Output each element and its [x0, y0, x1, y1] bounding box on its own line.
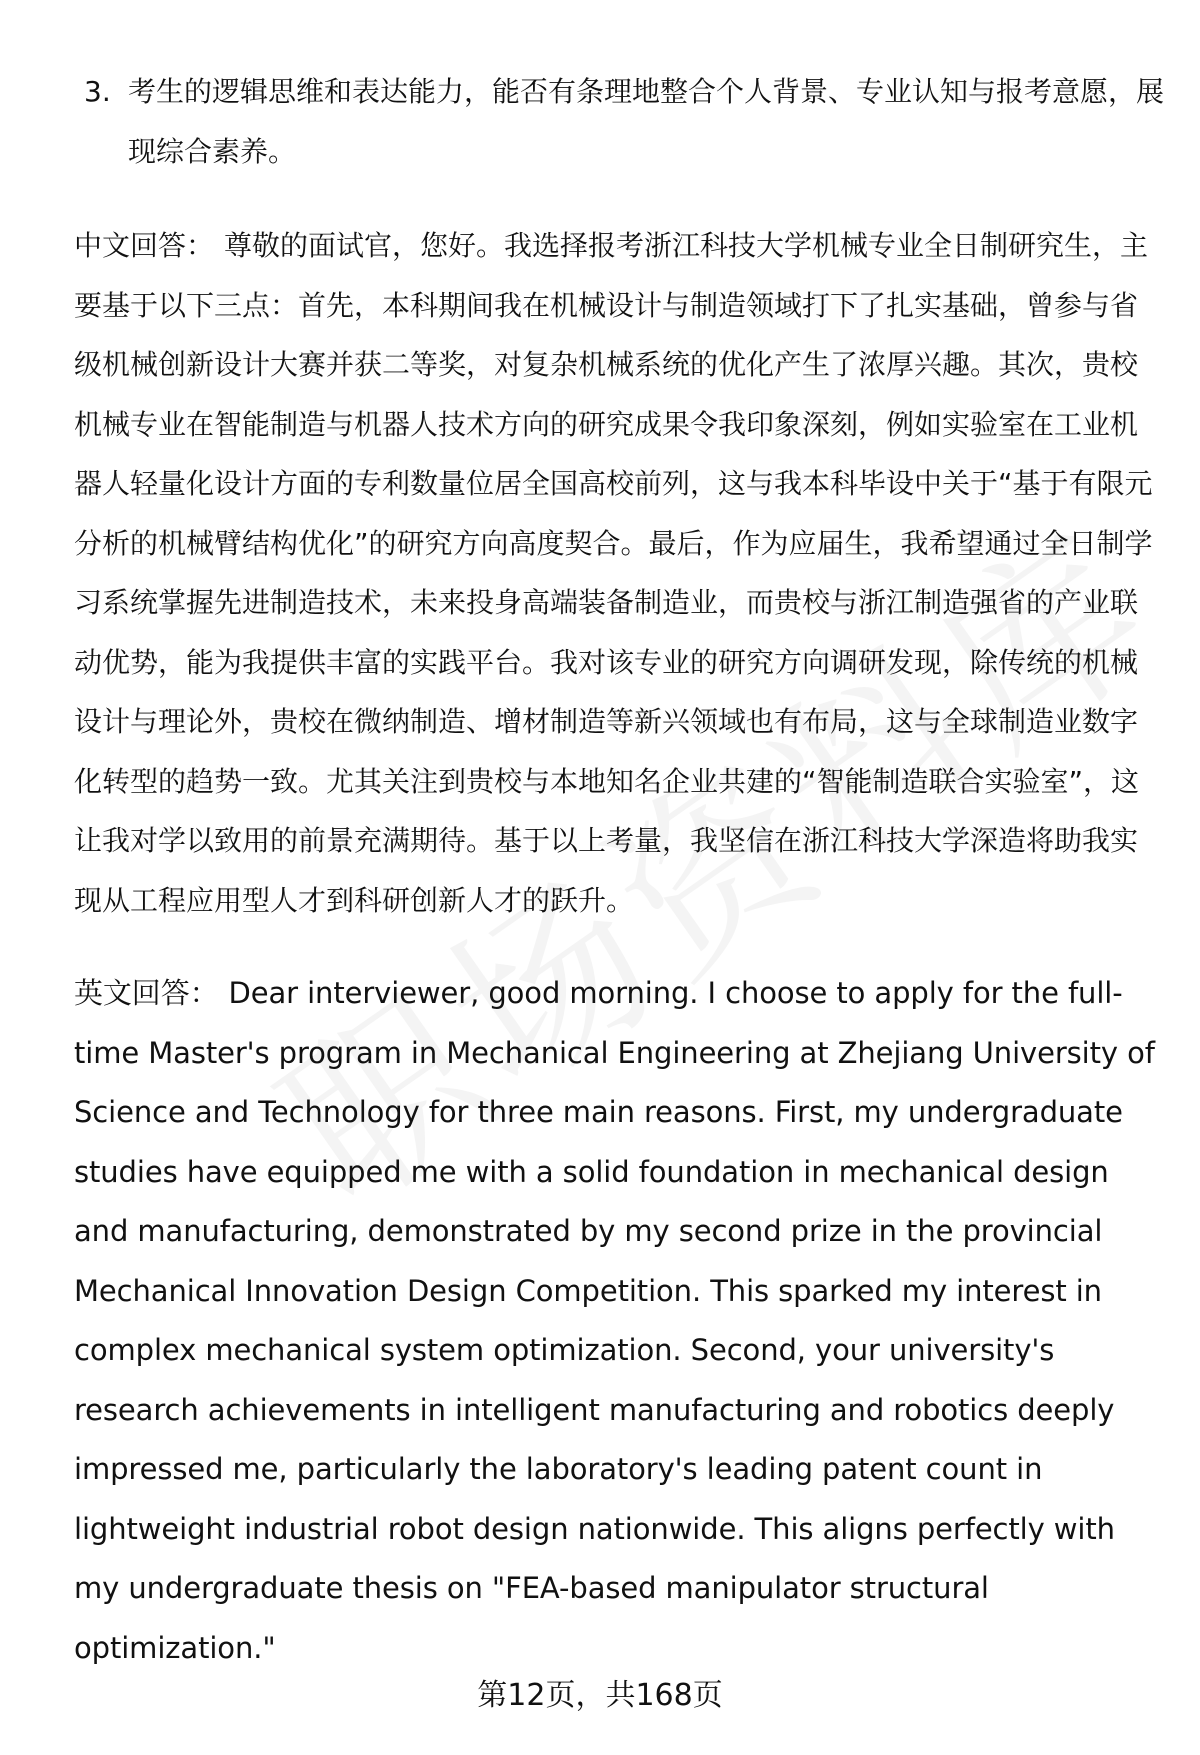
- english-answer-label: 英文回答：: [74, 976, 219, 1010]
- list-item: [74, 62, 1164, 182]
- document-page: [74, 62, 1164, 1678]
- list-item-text: 考生的逻辑思维和表达能力，能否有条理地整合个人背景、专业认知与报考意愿，展现综合素养。: [128, 75, 1165, 168]
- english-answer-text: Dear interviewer, good morning. I choose to apply for the full-time Master's program in Mechanical Engineering at Zhejiang University of Science and Technology for three main reasons. First, my undergraduate studies have equipped me with a solid foundation in mechanical design and manufacturing, demonstrated by my second prize in the provincial Mechanical Innovation Design Competition. This sparked my interest in complex mechanical system optimization. Second, your university's research achievements in intelligent manufacturing and robotics deeply impressed me, particularly the laboratory's leading patent count in lightweight industrial robot design nationwide. This aligns perfectly with my undergraduate thesis on "FEA-based manipulator structural optimization.": [74, 976, 1155, 1665]
- chinese-answer-label: 中文回答：: [74, 229, 215, 262]
- chinese-answer-paragraph: [74, 216, 1164, 930]
- english-answer-paragraph: [74, 964, 1164, 1678]
- page-indicator: 第12页，共168页: [477, 1678, 723, 1713]
- list-item-number: 3.: [84, 75, 111, 108]
- chinese-answer-text: 尊敬的面试官，您好。我选择报考浙江科技大学机械专业全日制研究生，主要基于以下三点：首先，本科期间我在机械设计与制造领域打下了扎实基础，曾参与省级机械创新设计大赛并获二等奖，对复杂机械系统的优化产生了浓厚兴趣。其次，贵校机械专业在智能制造与机器人技术方向的研究成果令我印象深刻，例如实验室在工业机器人轻量化设计方面的专利数量位居全国高校前列，这与我本科毕设中关于“基于有限元分析的机械臂结构优化”的研究方向高度契合。最后，作为应届生，我希望通过全日制学习系统掌握先进制造技术，未来投身高端装备制造业，而贵校与浙江制造强省的产业联动优势，能为我提供丰富的实践平台。我对该专业的研究方向调研发现，除传统的机械设计与理论外，贵校在微纳制造、增材制造等新兴领域也有布局，这与全球制造业数字化转型的趋势一致。尤其关注到贵校与本地知名企业共建的“智能制造联合实验室”，这让我对学以致用的前景充满期待。基于以上考量，我坚信在浙江科技大学深造将助我实现从工程应用型人才到科研创新人才的跃升。: [74, 229, 1153, 917]
